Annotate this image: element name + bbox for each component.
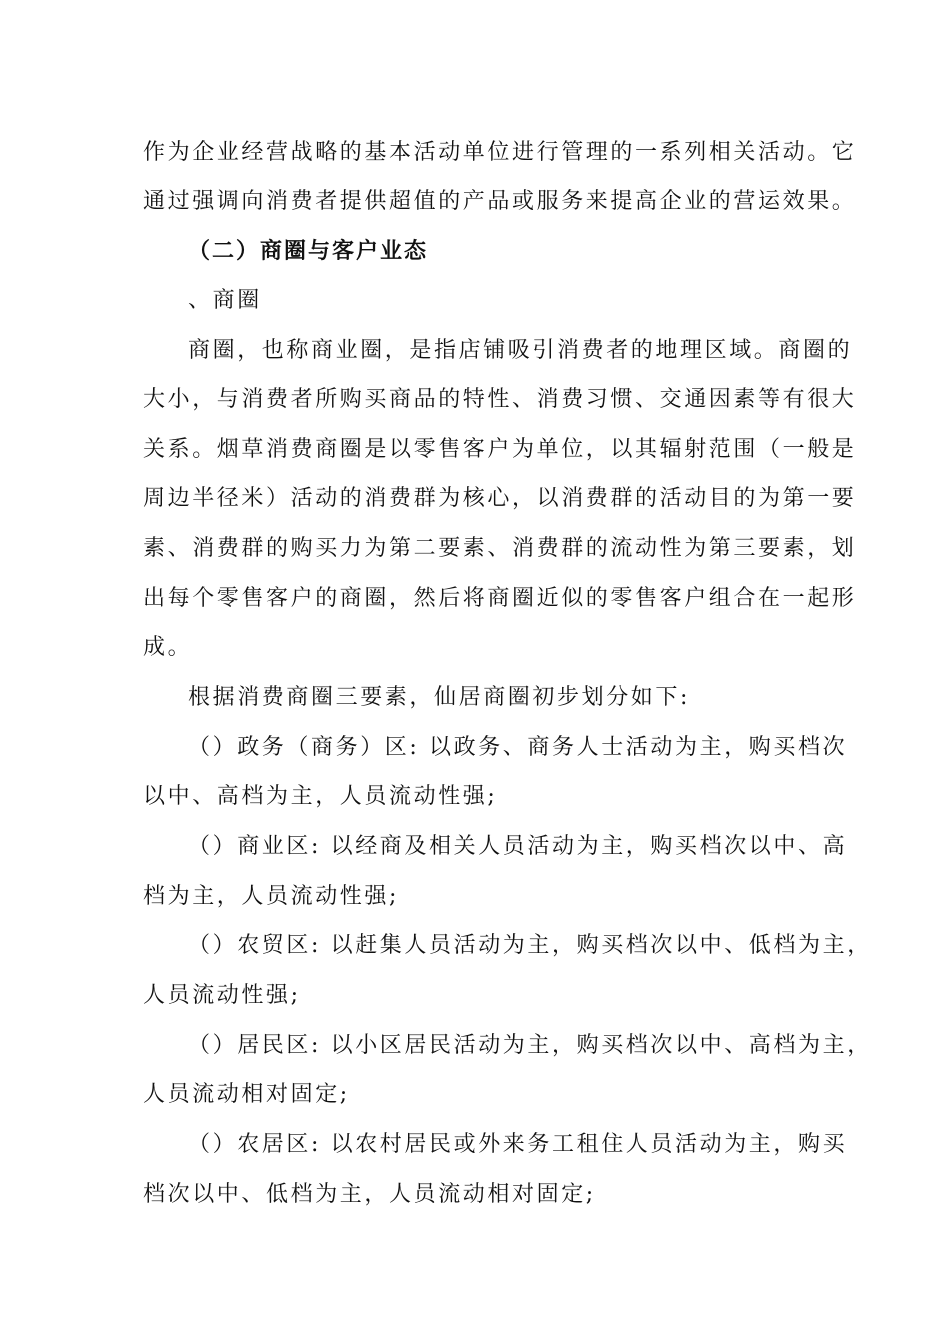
list-item-5-line-2: 档次以中、低档为主，人员流动相对固定;: [143, 1182, 596, 1207]
definition-paragraph-line-4: 周边半径米）活动的消费群为核心，以消费群的活动目的为第一要: [143, 486, 857, 511]
subheading: 、商圈: [188, 288, 262, 313]
section-heading: （二）商圈与客户业态: [188, 238, 429, 264]
list-item-3-line-1: （）农贸区: 以赶集人员活动为主，购买档次以中、低档为主，: [188, 933, 872, 958]
list-item-3-line-2: 人员流动性强;: [143, 983, 301, 1008]
list-item-5-line-1: （）农居区: 以农村居民或外来务工租住人员活动为主，购买: [188, 1132, 848, 1157]
definition-paragraph-line-5: 素、消费群的购买力为第二要素、消费群的流动性为第三要素，划: [143, 536, 857, 561]
definition-paragraph-line-3: 关系。烟草消费商圈是以零售客户为单位，以其辐射范围（一般是: [143, 437, 857, 462]
definition-paragraph-line-6: 出每个零售客户的商圈，然后将商圈近似的零售客户组合在一起形: [143, 586, 857, 611]
intro-paragraph-line-1: 作为企业经营战略的基本活动单位进行管理的一系列相关活动。它: [143, 140, 857, 165]
definition-paragraph-line-7: 成。: [143, 635, 193, 660]
list-item-2-line-1: （）商业区: 以经商及相关人员活动为主，购买档次以中、高: [188, 834, 848, 859]
list-item-4-line-2: 人员流动相对固定;: [143, 1082, 350, 1107]
list-item-1-line-1: （）政务（商务）区: 以政务、商务人士活动为主，购买档次: [188, 735, 848, 760]
definition-paragraph-line-2: 大小，与消费者所购买商品的特性、消费习惯、交通因素等有很大: [143, 387, 857, 412]
intro-paragraph-line-2: 通过强调向消费者提供超值的产品或服务来提高企业的营运效果。: [143, 189, 857, 214]
list-item-2-line-2: 档为主，人员流动性强;: [143, 884, 400, 909]
list-item-1-line-2: 以中、高档为主，人员流动性强;: [143, 784, 498, 809]
definition-paragraph-line-1: 商圈，也称商业圈，是指店铺吸引消费者的地理区域。商圈的: [188, 338, 853, 363]
list-item-4-line-1: （）居民区: 以小区居民活动为主，购买档次以中、高档为主，: [188, 1033, 872, 1058]
division-paragraph: 根据消费商圈三要素，仙居商圈初步划分如下:: [188, 685, 691, 710]
